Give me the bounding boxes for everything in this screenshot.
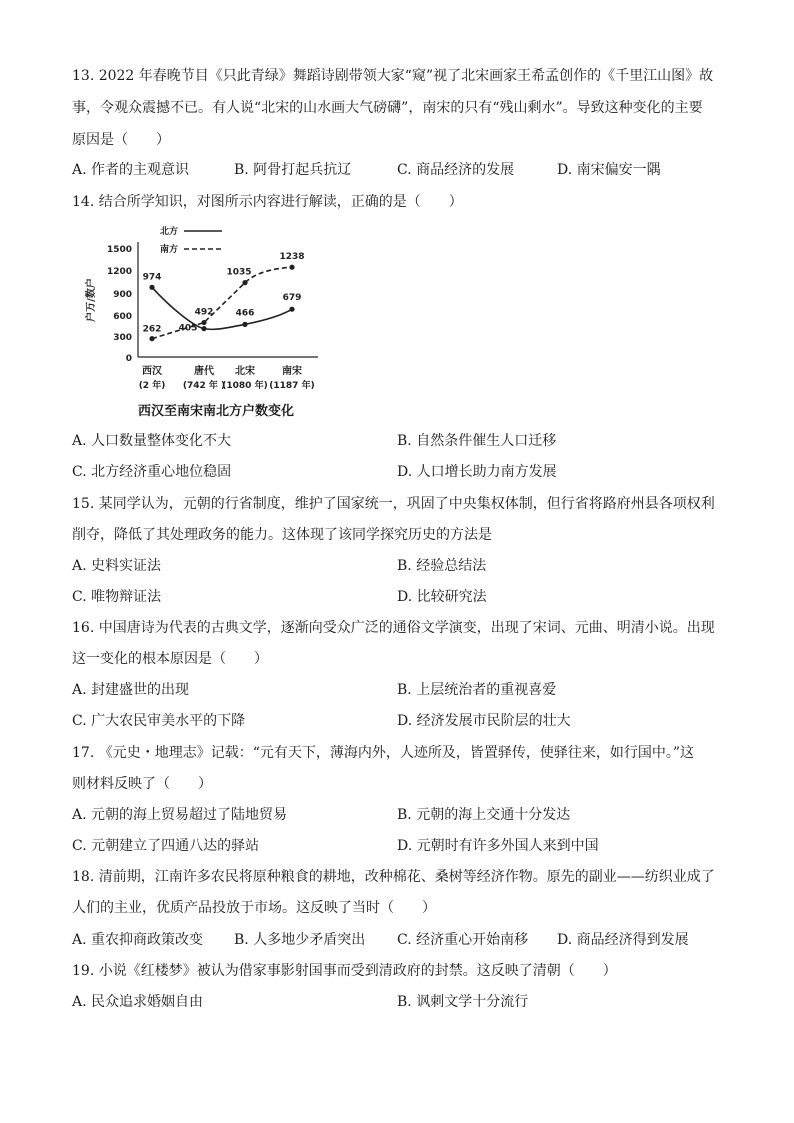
- q16-stem-line1: 16. 中国唐诗为代表的古典文学，逐渐向受众广泛的通俗文学演变，出现了宋词、元曲、明清小说。出现: [72, 620, 715, 636]
- q17-stem-line1: 17. 《元史・地理志》记载：“元有天下，薄海内外，人迹所及，皆置驿传，使驿往来，如行国中。”这: [72, 745, 695, 761]
- q13-option-a: A. 作者的主观意识: [72, 162, 190, 178]
- q17-option-d: D. 元朝时有许多外国人来到中国: [397, 838, 599, 854]
- q14-option-b: B. 自然条件催生人口迁移: [397, 433, 557, 449]
- y-tick-label: 900: [113, 290, 132, 300]
- q16-option-d: D. 经济发展市民阶层的壮大: [397, 713, 571, 729]
- data-point-north: [242, 322, 247, 327]
- q15-option-a: A. 史料实证法: [72, 558, 162, 574]
- q15-option-c: C. 唯物辩证法: [72, 589, 162, 605]
- legend-label-north: 北方: [160, 227, 179, 237]
- q16-option-a: A. 封建盛世的出现: [72, 682, 190, 698]
- q13-option-c: C. 商品经济的发展: [397, 162, 515, 178]
- q13-stem-line1: 13. 2022 年春晚节目《只此青绿》舞蹈诗剧带领大家“窥”视了北宋画家王希孟创作的《千里江山图》故: [72, 68, 714, 84]
- q19-option-b: B. 讽刺文学十分流行: [397, 994, 529, 1010]
- q17-option-a: A. 元朝的海上贸易超过了陆地贸易: [72, 807, 288, 823]
- q18-option-d: D. 商品经济得到发展: [557, 932, 689, 948]
- x-tick-year-label: (1080 年): [222, 381, 268, 391]
- q14-stem-line1: 14. 结合所学知识，对图所示内容进行解读，正确的是（ ）: [72, 194, 463, 210]
- y-tick-label: 300: [113, 333, 132, 343]
- x-tick-year-label: (1187 年): [269, 381, 315, 391]
- data-point-south: [289, 265, 294, 270]
- data-point-north: [289, 307, 294, 312]
- q13-stem-line3: 原因是（ ）: [72, 132, 170, 148]
- q16-option-b: B. 上层统治者的重视喜爱: [397, 682, 557, 698]
- q19-option-a: A. 民众追求婚姻自由: [72, 994, 204, 1010]
- q17-stem-line2: 则材料反映了（ ）: [72, 776, 212, 792]
- q14-option-c: C. 北方经济重心地位稳固: [72, 464, 232, 480]
- q15-stem-line2: 削夺，降低了其处理政务的能力。这体现了该同学探究历史的方法是: [72, 527, 492, 543]
- y-axis-label: 户万/数户: [86, 278, 97, 322]
- q18-option-a: A. 重农抑商政策改变: [72, 932, 204, 948]
- q13-stem-line2: 事，令观众震撼不已。有人说“北宋的山水画大气磅礴”，南宋的只有“残山剩水”。导致这种变化的主要: [72, 100, 703, 116]
- q16-stem-line2: 这一变化的根本原因是（ ）: [72, 651, 268, 667]
- data-label-north: 405: [178, 323, 198, 334]
- q15-option-d: D. 比较研究法: [397, 589, 487, 605]
- q18-option-b: B. 人多地少矛盾突出: [234, 932, 366, 948]
- data-label-north: 974: [142, 272, 162, 283]
- data-point-south: [242, 280, 247, 285]
- y-tick-label: 0: [125, 354, 132, 364]
- data-label-south: 1035: [226, 267, 252, 278]
- chart-title: 西汉至南宋南北方户数变化: [138, 404, 295, 419]
- data-point-north: [201, 326, 206, 331]
- data-label-south: 492: [194, 307, 214, 318]
- data-point-south: [149, 336, 154, 341]
- x-tick-year-label: (2 年): [138, 381, 166, 391]
- legend-label-south: 南方: [160, 245, 179, 255]
- household-chart-svg: [80, 222, 360, 420]
- q13-option-d: D. 南宋偏安一隅: [557, 162, 661, 178]
- x-tick-label: 北宋: [235, 366, 255, 377]
- q13-option-b: B. 阿骨打起兵抗辽: [234, 162, 352, 178]
- x-tick-year-label: (742 年 ): [182, 381, 226, 391]
- series-line-north: [152, 287, 292, 329]
- q16-option-c: C. 广大农民审美水平的下降: [72, 713, 246, 729]
- q17-option-b: B. 元朝的海上交通十分发达: [397, 807, 571, 823]
- q15-stem-line1: 15. 某同学认为，元朝的行省制度，维护了国家统一，巩固了中央集权体制，但行省将路府州县各项权利: [72, 496, 715, 512]
- household-chart: [80, 222, 360, 420]
- q15-option-b: B. 经验总结法: [397, 558, 487, 574]
- q14-option-d: D. 人口增长助力南方发展: [397, 464, 557, 480]
- x-tick-label: 唐代: [194, 366, 214, 377]
- data-label-south: 262: [142, 324, 162, 335]
- y-tick-label: 1500: [106, 245, 132, 255]
- q18-stem-line1: 18. 清前期，江南许多农民将原种粮食的耕地，改种棉花、桑树等经济作物。原先的副业——纺织业成了: [72, 869, 715, 885]
- data-label-south: 1238: [279, 252, 305, 263]
- data-label-north: 466: [235, 308, 255, 319]
- data-point-south: [201, 320, 206, 325]
- q18-option-c: C. 经济重心开始南移: [397, 932, 529, 948]
- x-tick-label: 南宋: [282, 366, 302, 377]
- q17-option-c: C. 元朝建立了四通八达的驿站: [72, 838, 260, 854]
- q14-option-a: A. 人口数量整体变化不大: [72, 433, 232, 449]
- data-point-north: [149, 285, 154, 290]
- data-label-north: 679: [282, 293, 302, 304]
- y-tick-label: 1200: [106, 267, 132, 277]
- x-tick-label: 西汉: [142, 366, 162, 377]
- q19-stem-line1: 19. 小说《红楼梦》被认为借家事影射国事而受到清政府的封禁。这反映了清朝（ ）: [72, 963, 617, 979]
- y-tick-label: 600: [113, 312, 132, 322]
- q18-stem-line2: 人们的主业，优质产品投放于市场。这反映了当时（ ）: [72, 900, 436, 916]
